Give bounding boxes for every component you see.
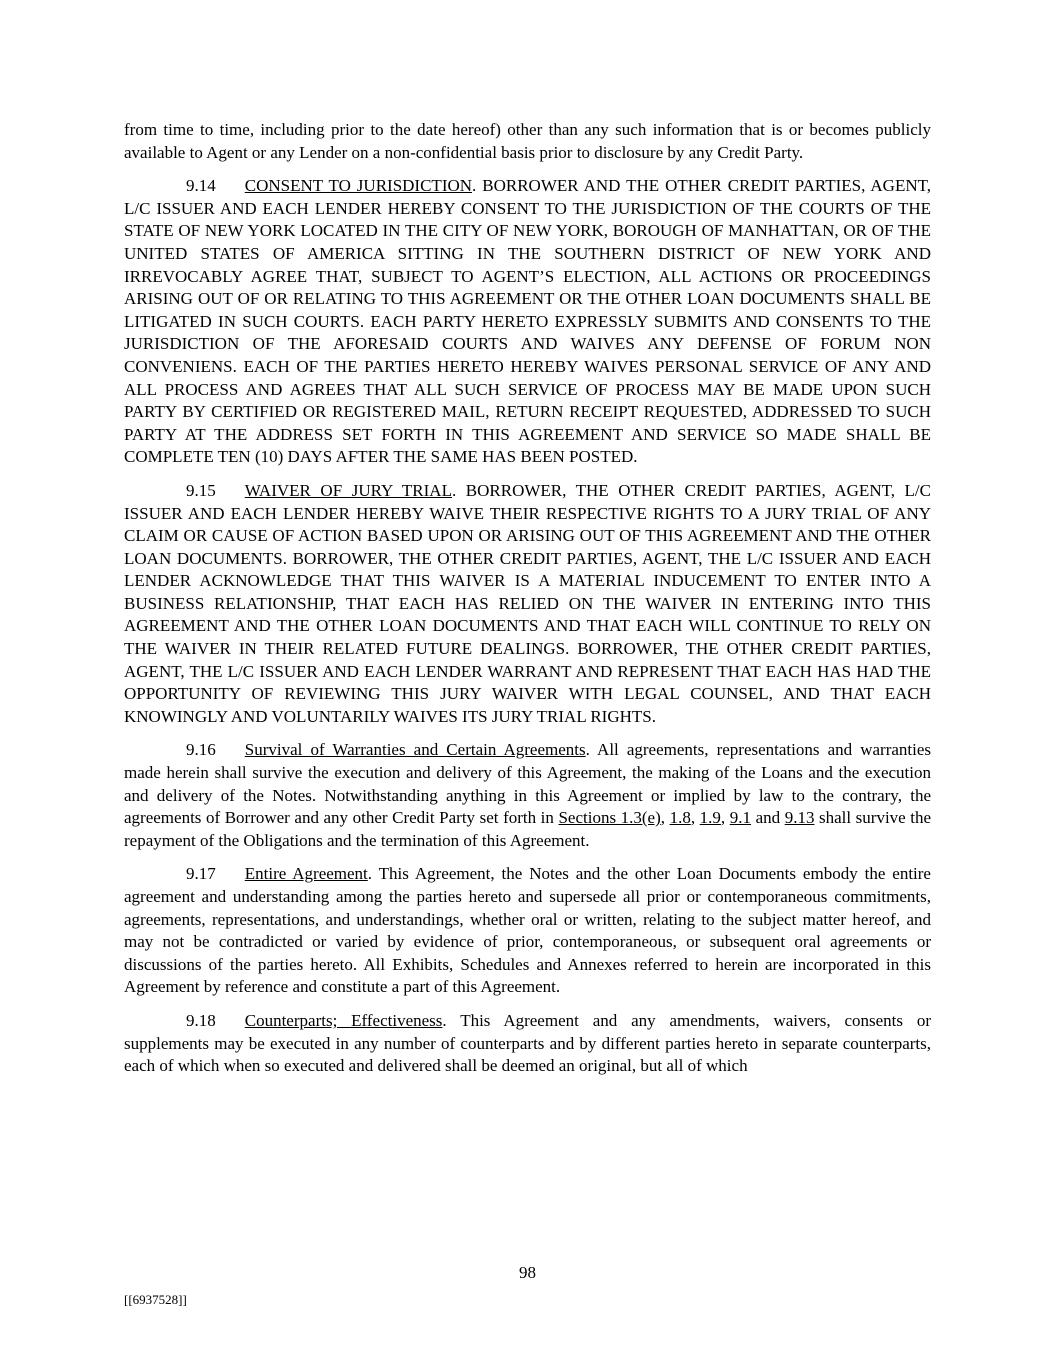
section-number: 9.18 bbox=[186, 1010, 216, 1030]
section-heading: CONSENT TO JURISDICTION bbox=[244, 176, 473, 196]
section-9-15 bbox=[124, 480, 931, 729]
section-number: 9.15 bbox=[186, 480, 216, 500]
section-body: , bbox=[660, 808, 670, 828]
section-9-14 bbox=[124, 175, 931, 469]
section-ref: 9.13 bbox=[784, 808, 815, 828]
section-body: . BORROWER AND THE OTHER CREDIT PARTIES, AGENT, L/C ISSUER AND EACH LENDER HEREBY CONSENT TO THE JURISDICTION OF THE COURTS OF THE STATE OF NEW YORK LOCATED IN THE CITY OF NEW YORK, BOROUGH OF MANHATTAN, OR OF THE UNITED STATES OF AMERICA SITTING IN THE SOUTHERN DISTRICT OF NEW YORK AND IRREVOCABLY AGREE THAT, SUBJECT TO AGENT’S ELECTION, ALL ACTIONS OR PROCEEDINGS ARISING OUT OF OR RELATING TO THIS AGREEMENT OR THE OTHER LOAN DOCUMENTS SHALL BE LITIGATED IN SUCH COURTS. EACH PARTY HERETO EXPRESSLY SUBMITS AND CONSENTS TO THE JURISDICTION OF THE AFORESAID COURTS AND WAIVES ANY DEFENSE OF FORUM NON CONVENIENS. EACH OF THE PARTIES HERETO HEREBY WAIVES PERSONAL SERVICE OF ANY AND ALL PROCESS AND AGREES THAT ALL SUCH SERVICE OF PROCESS MAY BE MADE UPON SUCH PARTY BY CERTIFIED OR REGISTERED MAIL, RETURN RECEIPT REQUESTED, ADDRESSED TO SUCH PARTY AT THE ADDRESS SET FORTH IN THIS AGREEMENT AND SERVICE SO MADE SHALL BE COMPLETE TEN (10) DAYS AFTER THE SAME HAS BEEN POSTED. bbox=[124, 176, 931, 467]
section-heading: Survival of Warranties and Certain Agreements bbox=[244, 740, 586, 760]
section-number: 9.17 bbox=[186, 864, 216, 884]
section-9-17 bbox=[124, 863, 931, 999]
section-9-18 bbox=[124, 1010, 931, 1078]
section-9-16 bbox=[124, 739, 931, 852]
paragraph-continuation bbox=[124, 119, 931, 164]
section-body: . BORROWER, THE OTHER CREDIT PARTIES, AGENT, L/C ISSUER AND EACH LENDER HEREBY WAIVE THEIR RESPECTIVE RIGHTS TO A JURY TRIAL OF ANY CLAIM OR CAUSE OF ACTION BASED UPON OR ARISING OUT OF THIS AGREEMENT AND THE OTHER LOAN DOCUMENTS. BORROWER, THE OTHER CREDIT PARTIES, AGENT, THE L/C ISSUER AND EACH LENDER ACKNOWLEDGE THAT THIS WAIVER IS A MATERIAL INDUCEMENT TO ENTER INTO A BUSINESS RELATIONSHIP, THAT EACH HAS RELIED ON THE WAIVER IN ENTERING INTO THIS AGREEMENT AND THE OTHER LOAN DOCUMENTS AND THAT EACH WILL CONTINUE TO RELY ON THE WAIVER IN THEIR RELATED FUTURE DEALINGS. BORROWER, THE OTHER CREDIT PARTIES, AGENT, THE L/C ISSUER AND EACH LENDER WARRANT AND REPRESENT THAT EACH HAS HAD THE OPPORTUNITY OF REVIEWING THIS JURY WAIVER WITH LEGAL COUNSEL, AND THAT EACH KNOWINGLY AND VOLUNTARILY WAIVES ITS JURY TRIAL RIGHTS. bbox=[124, 480, 931, 726]
section-number: 9.14 bbox=[186, 176, 216, 196]
section-body: shall survive the repayment of the Obligations and the termination of this Agreement. bbox=[124, 808, 932, 850]
section-heading: Entire Agreement bbox=[244, 864, 368, 884]
section-heading: Counterparts; Effectiveness bbox=[244, 1010, 443, 1030]
section-body: . This Agreement, the Notes and the other Loan Documents embody the entire agreement and understanding among the parties hereto and supersede all prior or contemporaneous commitments, agreements, representations, and understandings, whether oral or written, relating to the subject matter hereof, and may not be contradicted or varied by evidence of prior, contemporaneous, or subsequent oral agreements or discussions of the parties hereto. All Exhibits, Schedules and Annexes referred to herein are incorporated in this Agreement by reference and constitute a part of this Agreement. bbox=[124, 864, 931, 997]
paragraph-text: from time to time, including prior to the date hereof) other than any such information that is or becomes publicly available to Agent or any Lender on a non-confidential basis prior to disclosure by any Credit Party. bbox=[124, 120, 931, 162]
section-body: , bbox=[720, 808, 730, 828]
section-heading: WAIVER OF JURY TRIAL bbox=[244, 480, 452, 500]
section-body: , bbox=[690, 808, 700, 828]
section-ref: 1.8 bbox=[669, 808, 691, 828]
section-number: 9.16 bbox=[186, 740, 216, 760]
page-content bbox=[124, 119, 931, 1089]
section-body: . This Agreement and any amendments, waivers, consents or supplements may be executed in any number of counterparts and by different parties hereto in separate counterparts, each of which when so executed and delivered shall be deemed an original, but all of which bbox=[124, 1010, 932, 1076]
section-ref: 9.1 bbox=[729, 808, 751, 828]
section-body: . All agreements, representations and warranties made herein shall survive the execution and delivery of this Agreement, the making of the Loans and the execution and delivery of the Notes. Notwithstanding anything in this Agreement or implied by law to the contrary, the agreements of Borrower and any other Credit Party set forth in bbox=[124, 740, 932, 828]
section-ref: Sections 1.3(e) bbox=[558, 808, 661, 828]
page-number: 98 bbox=[519, 1263, 536, 1282]
document-id-stamp: [[6937528]] bbox=[124, 1292, 187, 1307]
section-body: and bbox=[751, 808, 785, 828]
section-ref: 1.9 bbox=[699, 808, 721, 828]
